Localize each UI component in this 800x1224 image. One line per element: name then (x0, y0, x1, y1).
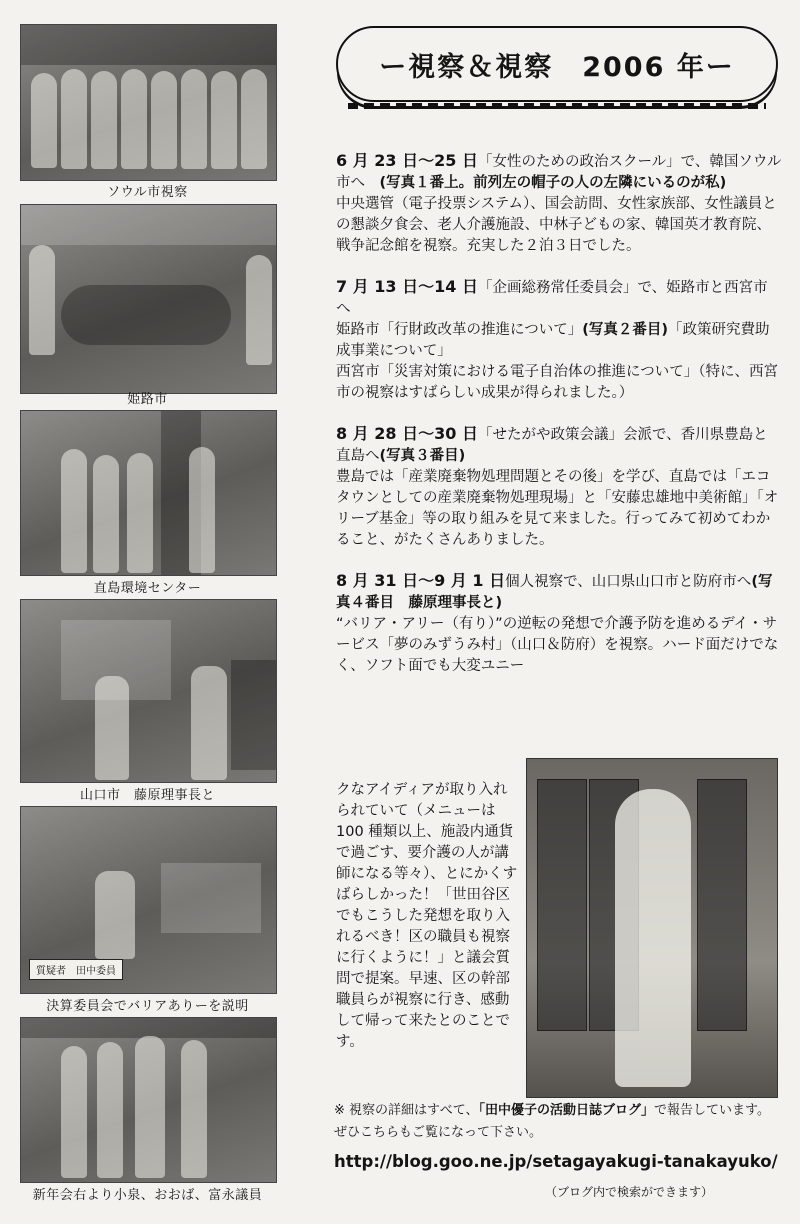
article-body (336, 150, 782, 696)
photo-committee (20, 806, 277, 994)
photo-kimono (526, 758, 778, 1098)
section-lead: 「企画総務常任委員会」で、姫路市と西宮市へ (336, 280, 768, 317)
section-body: 西宮市「災害対策における電子自治体の推進について」（特に、西宮市の視察はすばらしい成果が得られました。） (336, 364, 778, 401)
folding-screen (537, 779, 587, 1031)
page-title: ー視察＆視察 2006 年ー (336, 26, 778, 102)
photo-yamaguchi (20, 599, 277, 783)
photo-reference: (写真３番目) (379, 448, 466, 464)
section-body: 豊島では「産業廃棄物処理問題とその後」を学び、直島では「エコタウンとしての産業廃棄物処理現場」と「安藤忠雄地中美術館」「オリーブ基金」等の取り組みを見て来ました。行ってみて初めてわかること、がたくさんありました。 (336, 469, 779, 548)
section-lead: 個人視察で、山口県山口市と防府市へ (505, 574, 752, 590)
photo-seoul (20, 24, 277, 181)
section-body: 中央選管（電子投票システム）、国会訪問、女性家族部、女性議員との懇談夕食会、老人介護施設、中林子どもの家、韓国英才教育院、戦争記念館を視察。充実した２泊３日でした。 (336, 196, 777, 254)
section-seoul (336, 150, 782, 257)
photo-caption: 決算委員会でバリアありーを説明 (46, 999, 249, 1014)
section-date: 8 月 28 日〜30 日 (336, 424, 478, 443)
section-date: 7 月 13 日〜14 日 (336, 277, 478, 296)
note-suffix: で報告しています。ぜひこちらもご覧になって下さい。 (334, 1103, 770, 1140)
photo-naoshima (20, 410, 277, 576)
section-date: 8 月 31 日〜9 月 1 日 (336, 571, 506, 590)
person-figure (615, 789, 691, 1087)
section-line: 「政策研究費助成事業について」 (336, 322, 770, 359)
nameplate: 質疑者 田中委員 (29, 959, 123, 980)
photo-reference: (写真２番目) (582, 322, 668, 338)
photo-himeji (20, 204, 277, 394)
note-prefix: ※ 視察の詳細はすべて、 (334, 1103, 479, 1118)
section-line: 姫路市「行財政改革の推進について」 (336, 322, 583, 338)
section-yamaguchi (336, 570, 782, 677)
section-naoshima (336, 423, 782, 551)
footer-note (334, 1100, 774, 1144)
photo-caption: ソウル市視察 (107, 185, 188, 200)
section-date: 6 月 23 日〜25 日 (336, 151, 478, 170)
folding-screen (697, 779, 747, 1031)
photo-reference: (写真４番目 藤原理事長と) (336, 574, 773, 611)
photo-caption: 新年会右より小泉、おおば、富永議員 (32, 1188, 263, 1203)
url-note: （ブログ内で検索ができます） (545, 1185, 714, 1199)
photo-newyear (20, 1017, 277, 1183)
photo-caption: 山口市 藤原理事長と (79, 788, 215, 803)
section-himeji (336, 276, 782, 404)
blog-name: 「田中優子の活動日誌ブログ」 (478, 1103, 655, 1118)
photo-reference: (写真１番上。前列左の帽子の人の左隣にいるのが私) (379, 175, 727, 191)
photo-caption: 直島環境センター (93, 581, 202, 596)
section-body: “バリア・アリー（有り）”の逆転の発想で介護予防を進めるデイ・サービス「夢のみずうみ村」（山口＆防府）を視察。ハード面だけでなく、ソフト面でも大変ユニー (336, 616, 779, 674)
blog-url[interactable]: http://blog.goo.ne.jp/setagayakugi-tanakayuko/ (334, 1152, 778, 1171)
photo-caption: 姫路市 (127, 392, 168, 407)
wrapped-text: クなアイディアが取り入れられていて（メニューは 100 種類以上、施設内通貨で過ごす、要介護の人が講師になる等々）、とにかくすばらしかった！「世田谷区でもこうした発想を取り入れるべき！区の職員も視察に行くように！」と議会質問で提案。早速、区の幹部職員らが視察に行き、感動して帰って来たとのことです。 (336, 782, 518, 1050)
section-lead: 「せたがや政策会議」会派で、香川県豊島と直島へ (336, 427, 768, 464)
section-lead: 「女性のための政治スクール」で、韓国ソウル市へ (336, 154, 782, 191)
